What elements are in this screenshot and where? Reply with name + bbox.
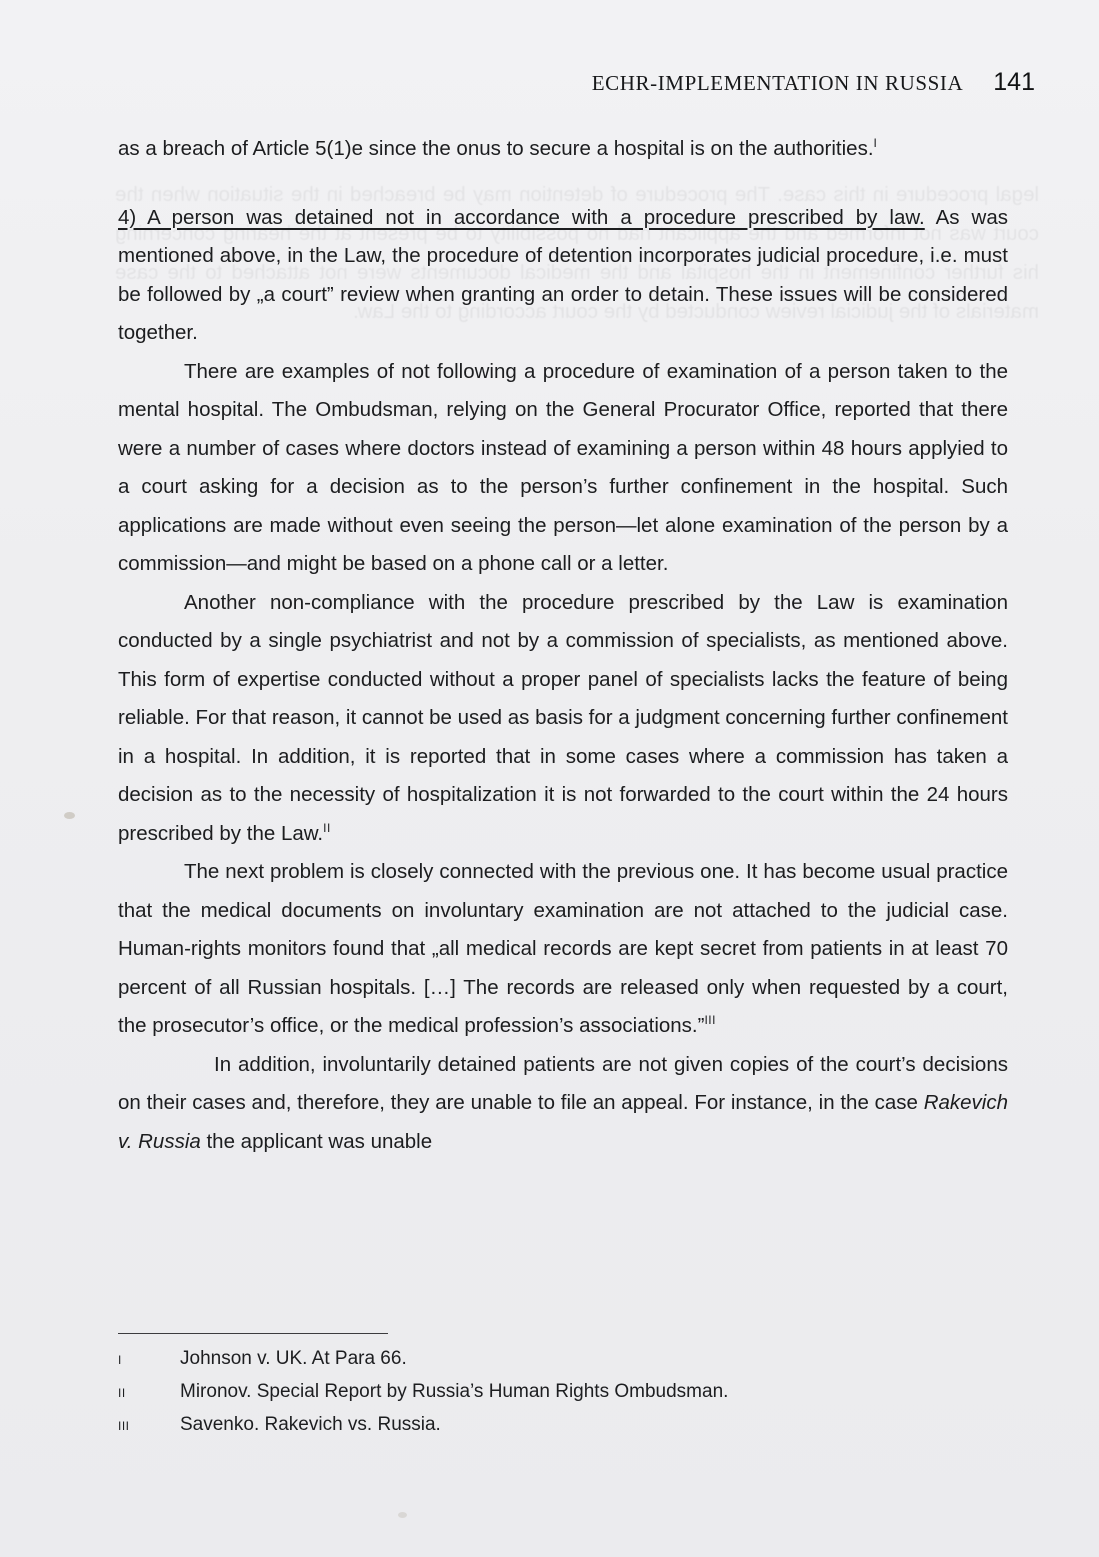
paragraph-detention-procedure xyxy=(118,199,1008,353)
paragraph-examination-examples: There are examples of not following a procedure of examination of a person taken to the mental hospital. The Ombudsman, relying on the General Procurator Office, reported that there were a number of cases where doctors instead of examining a person within 48 hours applyied to a court asking for a decision as to the person’s further confinement in the hospital. Such applications are made without even seeing the person—let alone examination of the person by a commission—and might be based on a phone call or a letter. xyxy=(118,359,1008,575)
footnote-marker: II xyxy=(118,1386,126,1400)
body-text xyxy=(118,130,1008,1161)
page-header xyxy=(592,68,1035,97)
footnote-marker: III xyxy=(118,1419,130,1433)
footnote-ref-2: II xyxy=(323,820,331,835)
paragraph-text: as a breach of Article 5(1)e since the onus to secure a hospital is on the authorities. xyxy=(118,137,874,160)
paragraph-continuation xyxy=(118,130,1008,169)
footnote-item xyxy=(118,1343,1008,1376)
footnote-marker: I xyxy=(118,1353,122,1367)
reverse-page-bleedthrough: legal procedure in this case. The procedure of detention may be breached in the situation when the court was not informed and the applicant had no possibility to be present at the hearing concerning his further confinement in the hospital and the medical documents were not attached to the case materials of the judicial review conducted by the court according to the Law. xyxy=(115,183,1039,323)
footnotes-section xyxy=(118,1333,1008,1442)
case-name-italic: Rakevich v. Russia xyxy=(118,1091,1008,1153)
footnote-text: Mironov. Special Report by Russia’s Human Rights Ombudsman. xyxy=(180,1381,729,1402)
running-title: ECHR-IMPLEMENTATION IN RUSSIA xyxy=(591,71,964,95)
footnote-separator-rule xyxy=(118,1333,388,1334)
paragraph-medical-documents xyxy=(118,853,1008,1046)
footnote-item xyxy=(118,1409,1008,1442)
footnote-item xyxy=(118,1376,1008,1409)
paragraph-non-compliance xyxy=(118,584,1008,854)
footnote-ref-3: III xyxy=(704,1013,716,1028)
paragraph-text: In addition, involuntarily detained patients are not given copies of the court’s decisions on their cases and, therefore, they are unable to file an appeal. For instance, in the case xyxy=(118,1052,1008,1114)
paragraph-text: The next problem is closely connected with the previous one. It has become usual practice that the medical documents on involuntary examination are not attached to the judicial case. Human-rights monitors found that „all medical records are kept secret from patients in at least 70 percent of all Russian hospitals. […] The records are released only when requested by a court, the prosecutor’s office, or the medical profession’s associations.” xyxy=(118,860,1008,1037)
paper-speck xyxy=(64,812,75,819)
footnote-ref-1: I xyxy=(873,136,878,151)
paper-speck xyxy=(398,1512,407,1518)
paragraph-text: As was mentioned above, in the Law, the procedure of detention incorporates judicial procedure, i.e. must be followed by „a court” review when granting an order to detain. These issues will be considered together. xyxy=(118,205,1008,344)
paragraph-text: the applicant was unable xyxy=(200,1129,433,1153)
paragraph-heading-underlined: 4) A person was detained not in accordance with a procedure prescribed by law. xyxy=(118,205,925,229)
paragraph-appeal-rakevich xyxy=(118,1046,1008,1162)
footnote-text: Savenko. Rakevich vs. Russia. xyxy=(180,1414,441,1435)
paragraph-text: Another non-compliance with the procedure prescribed by the Law is examination conducted by a single psychiatrist and not by a commission of specialists, as mentioned above. This form of expertise conducted without a proper panel of specialists lacks the feature of being reliable. For that reason, it cannot be used as basis for a judgment concerning further confinement in a hospital. In addition, it is reported that in some cases where a commission has taken a decision as to the necessity of hospitalization it is not forwarded to the court within the 24 hours prescribed by the Law. xyxy=(118,590,1008,845)
page-number: 141 xyxy=(993,68,1035,96)
footnote-text: Johnson v. UK. At Para 66. xyxy=(180,1348,407,1369)
